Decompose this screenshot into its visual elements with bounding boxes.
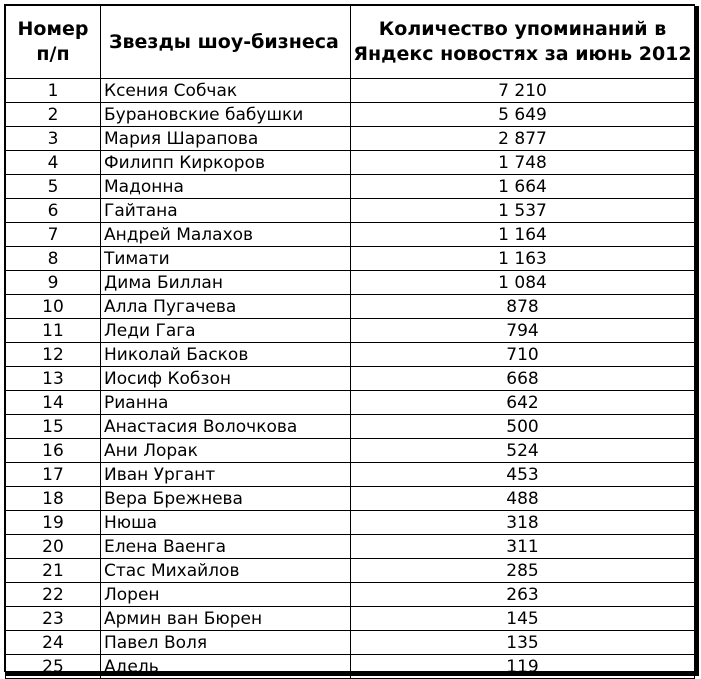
star-name-cell: Бурановские бабушки	[101, 103, 351, 127]
row-number-cell: 8	[6, 247, 101, 271]
row-number-cell: 22	[6, 583, 101, 607]
row-number-cell: 24	[6, 631, 101, 655]
row-number-cell: 16	[6, 439, 101, 463]
row-number-cell: 10	[6, 295, 101, 319]
mention-count-cell: 311	[351, 535, 695, 559]
table-row	[6, 295, 695, 319]
header-row	[6, 6, 695, 79]
row-number-cell: 13	[6, 367, 101, 391]
mention-count-cell: 878	[351, 295, 695, 319]
mention-count-cell: 488	[351, 487, 695, 511]
mention-count-cell: 2 877	[351, 127, 695, 151]
table-header	[6, 6, 695, 79]
row-number-cell: 9	[6, 271, 101, 295]
row-number-cell: 20	[6, 535, 101, 559]
header-number	[6, 6, 101, 79]
mention-count-cell: 524	[351, 439, 695, 463]
mention-count-cell: 710	[351, 343, 695, 367]
mention-count-cell: 794	[351, 319, 695, 343]
table-row	[6, 559, 695, 583]
table-row	[6, 319, 695, 343]
star-name-cell: Иван Ургант	[101, 463, 351, 487]
row-number-cell: 25	[6, 655, 101, 679]
row-number-cell: 2	[6, 103, 101, 127]
mention-count-cell: 135	[351, 631, 695, 655]
mention-count-cell: 5 649	[351, 103, 695, 127]
mention-count-cell: 668	[351, 367, 695, 391]
row-number-cell: 7	[6, 223, 101, 247]
star-name-cell: Анастасия Волочкова	[101, 415, 351, 439]
row-number-cell: 5	[6, 175, 101, 199]
star-name-cell: Елена Ваенга	[101, 535, 351, 559]
star-name-cell: Ксения Собчак	[101, 79, 351, 103]
table-row	[6, 439, 695, 463]
table-row	[6, 79, 695, 103]
star-name-cell: Тимати	[101, 247, 351, 271]
row-number-cell: 12	[6, 343, 101, 367]
star-name-cell: Гайтана	[101, 199, 351, 223]
mention-count-cell: 263	[351, 583, 695, 607]
mention-count-cell: 7 210	[351, 79, 695, 103]
table-row	[6, 487, 695, 511]
row-number-cell: 18	[6, 487, 101, 511]
row-number-cell: 21	[6, 559, 101, 583]
star-name-cell: Вера Брежнева	[101, 487, 351, 511]
mention-count-cell: 285	[351, 559, 695, 583]
mention-count-cell: 145	[351, 607, 695, 631]
table-row	[6, 175, 695, 199]
table-row	[6, 655, 695, 679]
star-name-cell: Иосиф Кобзон	[101, 367, 351, 391]
mention-count-cell: 119	[351, 655, 695, 679]
star-name-cell: Андрей Малахов	[101, 223, 351, 247]
star-name-cell: Адель	[101, 655, 351, 679]
header-count-line2: Яндекс новостях за июнь 2012	[353, 43, 692, 65]
star-name-cell: Павел Воля	[101, 631, 351, 655]
star-name-cell: Армин ван Бюрен	[101, 607, 351, 631]
mention-count-cell: 1 748	[351, 151, 695, 175]
row-number-cell: 1	[6, 79, 101, 103]
table-body	[6, 79, 695, 679]
table-row	[6, 367, 695, 391]
mention-count-cell: 1 163	[351, 247, 695, 271]
table-row	[6, 583, 695, 607]
star-name-cell: Рианна	[101, 391, 351, 415]
star-name-cell: Леди Гага	[101, 319, 351, 343]
table-row	[6, 247, 695, 271]
row-number-cell: 11	[6, 319, 101, 343]
mention-count-cell: 1 164	[351, 223, 695, 247]
header-number-line2: п/п	[36, 43, 70, 65]
mention-count-cell: 453	[351, 463, 695, 487]
celebrity-mentions-table	[5, 5, 695, 679]
star-name-cell: Мадонна	[101, 175, 351, 199]
table-row	[6, 391, 695, 415]
star-name-cell: Алла Пугачева	[101, 295, 351, 319]
header-number-line1: Номер	[17, 18, 89, 40]
mention-count-cell: 1 537	[351, 199, 695, 223]
star-name-cell: Ани Лорак	[101, 439, 351, 463]
row-number-cell: 4	[6, 151, 101, 175]
star-name-cell: Нюша	[101, 511, 351, 535]
row-number-cell: 23	[6, 607, 101, 631]
mention-count-cell: 1 084	[351, 271, 695, 295]
table-row	[6, 223, 695, 247]
table-row	[6, 103, 695, 127]
mention-count-cell: 1 664	[351, 175, 695, 199]
table-row	[6, 151, 695, 175]
table-row	[6, 511, 695, 535]
row-number-cell: 17	[6, 463, 101, 487]
table-row	[6, 343, 695, 367]
mention-count-cell: 642	[351, 391, 695, 415]
table-row	[6, 199, 695, 223]
table-row	[6, 631, 695, 655]
row-number-cell: 19	[6, 511, 101, 535]
star-name-cell: Филипп Киркоров	[101, 151, 351, 175]
table-row	[6, 415, 695, 439]
header-star-name	[101, 6, 351, 79]
mention-count-cell: 318	[351, 511, 695, 535]
star-name-cell: Николай Басков	[101, 343, 351, 367]
row-number-cell: 15	[6, 415, 101, 439]
table-row	[6, 607, 695, 631]
table-row	[6, 127, 695, 151]
table-row	[6, 463, 695, 487]
table-row	[6, 535, 695, 559]
header-count-line1: Количество упоминаний в	[378, 18, 667, 40]
frame-shadow-right	[695, 6, 699, 674]
star-name-cell: Лорен	[101, 583, 351, 607]
star-name-cell: Стас Михайлов	[101, 559, 351, 583]
row-number-cell: 14	[6, 391, 101, 415]
table-row	[6, 271, 695, 295]
row-number-cell: 3	[6, 127, 101, 151]
star-name-cell: Дима Биллан	[101, 271, 351, 295]
header-star-name-text: Звезды шоу-бизнеса	[109, 30, 339, 53]
star-name-cell: Мария Шарапова	[101, 127, 351, 151]
mention-count-cell: 500	[351, 415, 695, 439]
row-number-cell: 6	[6, 199, 101, 223]
header-mention-count	[351, 6, 695, 79]
